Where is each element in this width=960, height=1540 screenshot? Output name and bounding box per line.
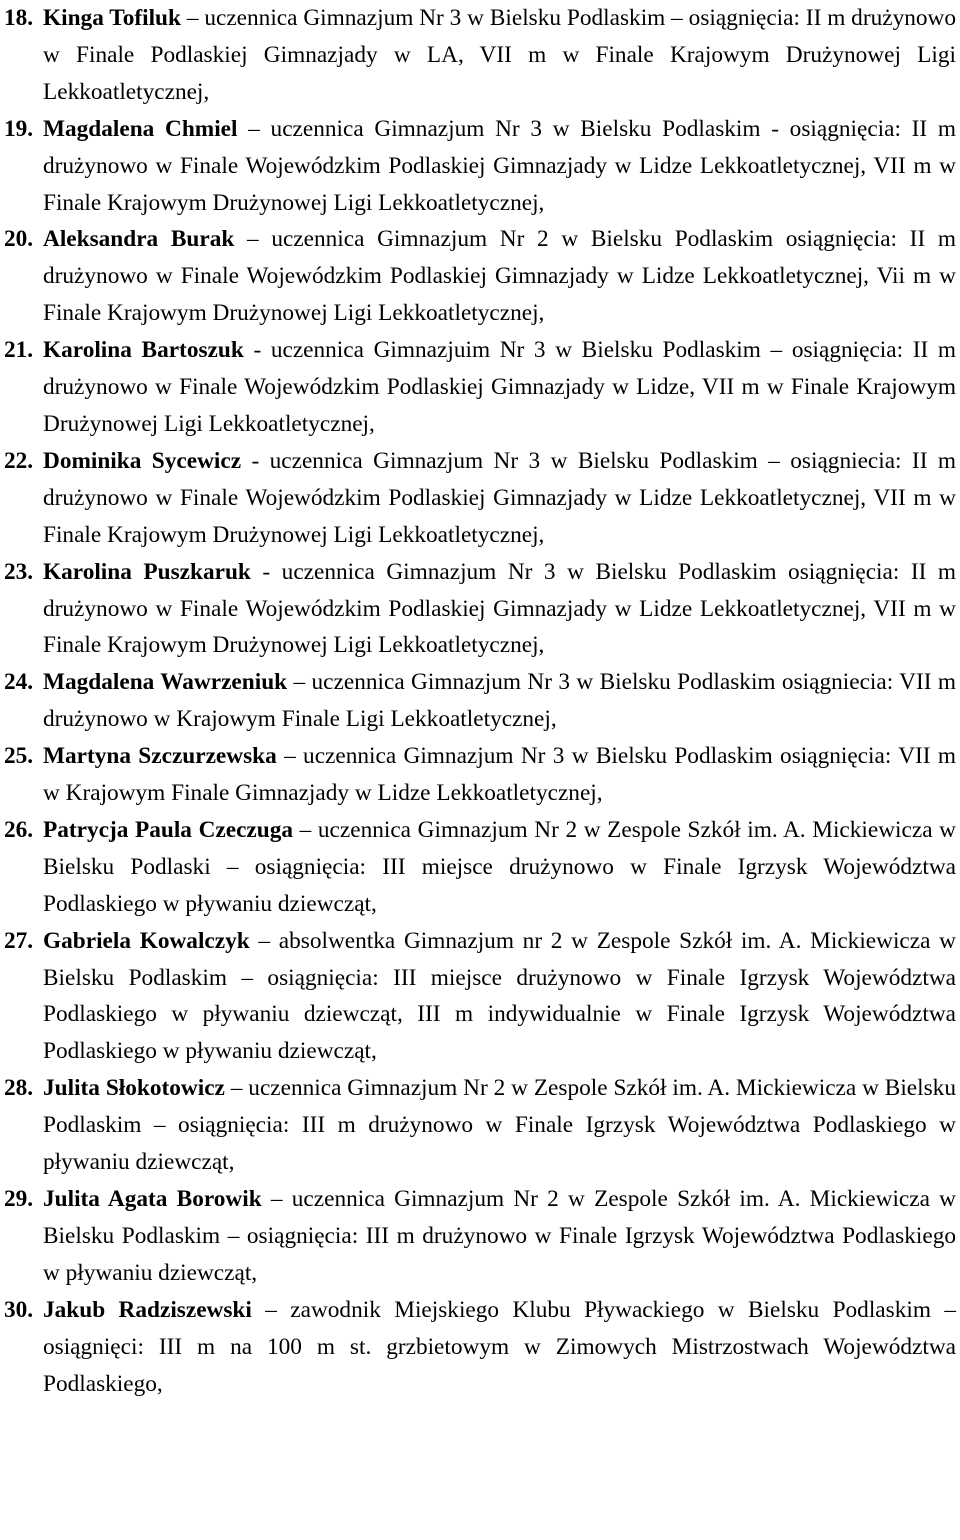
- list-item: [0, 812, 956, 923]
- list-item: [0, 1181, 956, 1292]
- athlete-name: Patrycja Paula Czeczuga: [43, 816, 294, 843]
- entry-number: 26.: [4, 816, 34, 843]
- athlete-name: Kinga Tofiluk: [43, 5, 181, 31]
- achievement-description: - uczennica Gimnazjum Nr 3 w Bielsku Podlaskim osiągnięcia: II m drużynowo w Finale Wojewódzkim Podlaskiej Gimnazjady w Lidze Lekkoatletycznej, VII m w Finale Krajowym Drużynowej Ligi Lekkoatletycznej,: [43, 558, 957, 659]
- achievement-description: - uczennica Gimnazjuim Nr 3 w Bielsku Podlaskim – osiągnięcia: II m drużynowo w Finale Wojewódzkim Podlaskiej Gimnazjady w Lidze, VII m w Finale Krajowym Drużynowej Ligi Lekkoatletycznej,: [43, 337, 957, 437]
- list-item: [0, 923, 956, 1071]
- entry-number: 25.: [4, 743, 34, 770]
- achievement-description: – uczennica Gimnazjum Nr 2 w Zespole Szkół im. A. Mickiewicza w Bielsku Podlaskim – osiągnięcia: III m drużynowo w Finale Igrzysk Województwa Podlaskiego w pływaniu dziewcząt,: [43, 1075, 956, 1176]
- list-item: [0, 221, 956, 332]
- entry-number: 24.: [4, 669, 34, 696]
- entry-number: 29.: [4, 1186, 34, 1212]
- athlete-name: Julita Agata Borowik: [43, 1186, 262, 1212]
- achievement-description: – uczennica Gimnazjum Nr 3 w Bielsku Podlaskim - osiągnięcia: II m drużynowo w Finale Wojewódzkim Podlaskiej Gimnazjady w Lidze Lekkoatletycznej, VII m w Finale Krajowym Drużynowej Ligi Lekkoatletycznej,: [43, 115, 956, 216]
- entry-number: 21.: [4, 337, 34, 364]
- athlete-name: Julita Słokotowicz: [43, 1075, 225, 1102]
- athlete-name: Karolina Puszkaruk: [43, 558, 251, 585]
- achievement-description: - uczennica Gimnazjum Nr 3 w Bielsku Podlaskim – osiągniecia: II m drużynowo w Finale Wojewódzkim Podlaskiej Gimnazjady w Lidze Lekkoatletycznej, VII m w Finale Krajowym Drużynowej Ligi Lekkoatletycznej,: [43, 447, 956, 548]
- achievement-description: – uczennica Gimnazjum Nr 3 w Bielsku Podlaskim osiągniecia: VII m drużynowo w Krajowym Finale Ligi Lekkoatletycznej,: [43, 669, 956, 733]
- achievement-description: – absolwentka Gimnazjum nr 2 w Zespole Szkół im. A. Mickiewicza w Bielsku Podlaskim – osiągnięcia: III miejsce drużynowo w Finale Igrzysk Województwa Podlaskiego w pływaniu dziewcząt, III m indywidualnie w Finale Igrzysk Województwa Podlaskiego w pływaniu dziewcząt,: [43, 927, 956, 1065]
- list-item: [0, 111, 956, 222]
- entry-number: 23.: [4, 558, 34, 585]
- athlete-name: Jakub Radziszewski: [43, 1296, 252, 1323]
- list-item: [0, 443, 956, 554]
- list-item: [0, 332, 956, 443]
- achievement-description: – uczennica Gimnazjum Nr 3 w Bielsku Podlaskim osiągnięcia: VII m w Krajowym Finale Gimnazjady w Lidze Lekkoatletycznej,: [43, 743, 956, 807]
- entry-number: 27.: [4, 927, 34, 954]
- list-item: [0, 0, 956, 111]
- entry-number: 18.: [4, 5, 34, 31]
- athlete-name: Gabriela Kowalczyk: [43, 927, 250, 954]
- achievement-description: – uczennica Gimnazjum Nr 2 w Zespole Szkół im. A. Mickiewicza w Bielsku Podlaski – osiągnięcia: III miejsce drużynowo w Finale Igrzysk Województwa Podlaskiego w pływaniu dziewcząt,: [43, 816, 956, 917]
- list-item: [0, 554, 956, 665]
- list-item: [0, 1070, 956, 1181]
- athlete-name: Karolina Bartoszuk: [43, 337, 244, 364]
- entry-number: 19.: [4, 115, 34, 142]
- entry-number: 28.: [4, 1075, 34, 1102]
- list-item: [0, 664, 956, 738]
- achievement-description: – uczennica Gimnazjum Nr 2 w Bielsku Podlaskim osiągnięcia: II m drużynowo w Finale Wojewódzkim Podlaskiej Gimnazjady w Lidze Lekkoatletycznej, Vii m w Finale Krajowym Drużynowej Ligi Lekkoatletycznej,: [43, 226, 956, 327]
- list-item: [0, 738, 956, 812]
- achievement-description: – uczennica Gimnazjum Nr 3 w Bielsku Podlaskim – osiągnięcia: II m drużynowo w Finale Podlaskiej Gimnazjady w LA, VII m w Finale Krajowym Drużynowej Ligi Lekkoatletycznej,: [43, 5, 956, 105]
- achievement-description: – zawodnik Miejskiego Klubu Pływackiego w Bielsku Podlaskim – osiągnięci: III m na 100 m st. grzbietowym w Zimowych Mistrzostwach Województwa Podlaskiego,: [43, 1296, 956, 1397]
- athlete-name: Dominika Sycewicz: [43, 447, 242, 474]
- entry-number: 30.: [4, 1296, 34, 1323]
- entry-number: 20.: [4, 226, 34, 253]
- athlete-name: Magdalena Wawrzeniuk: [43, 669, 288, 696]
- athlete-name: Aleksandra Burak: [43, 226, 235, 253]
- athlete-name: Magdalena Chmiel: [43, 115, 238, 142]
- list-item: [0, 1292, 956, 1403]
- entry-number: 22.: [4, 447, 34, 474]
- achievement-description: – uczennica Gimnazjum Nr 2 w Zespole Szkół im. A. Mickiewicza w Bielsku Podlaskim – osiągnięcia: III m drużynowo w Finale Igrzysk Województwa Podlaskiego w pływaniu dziewcząt,: [43, 1186, 956, 1286]
- athlete-name: Martyna Szczurzewska: [43, 743, 277, 770]
